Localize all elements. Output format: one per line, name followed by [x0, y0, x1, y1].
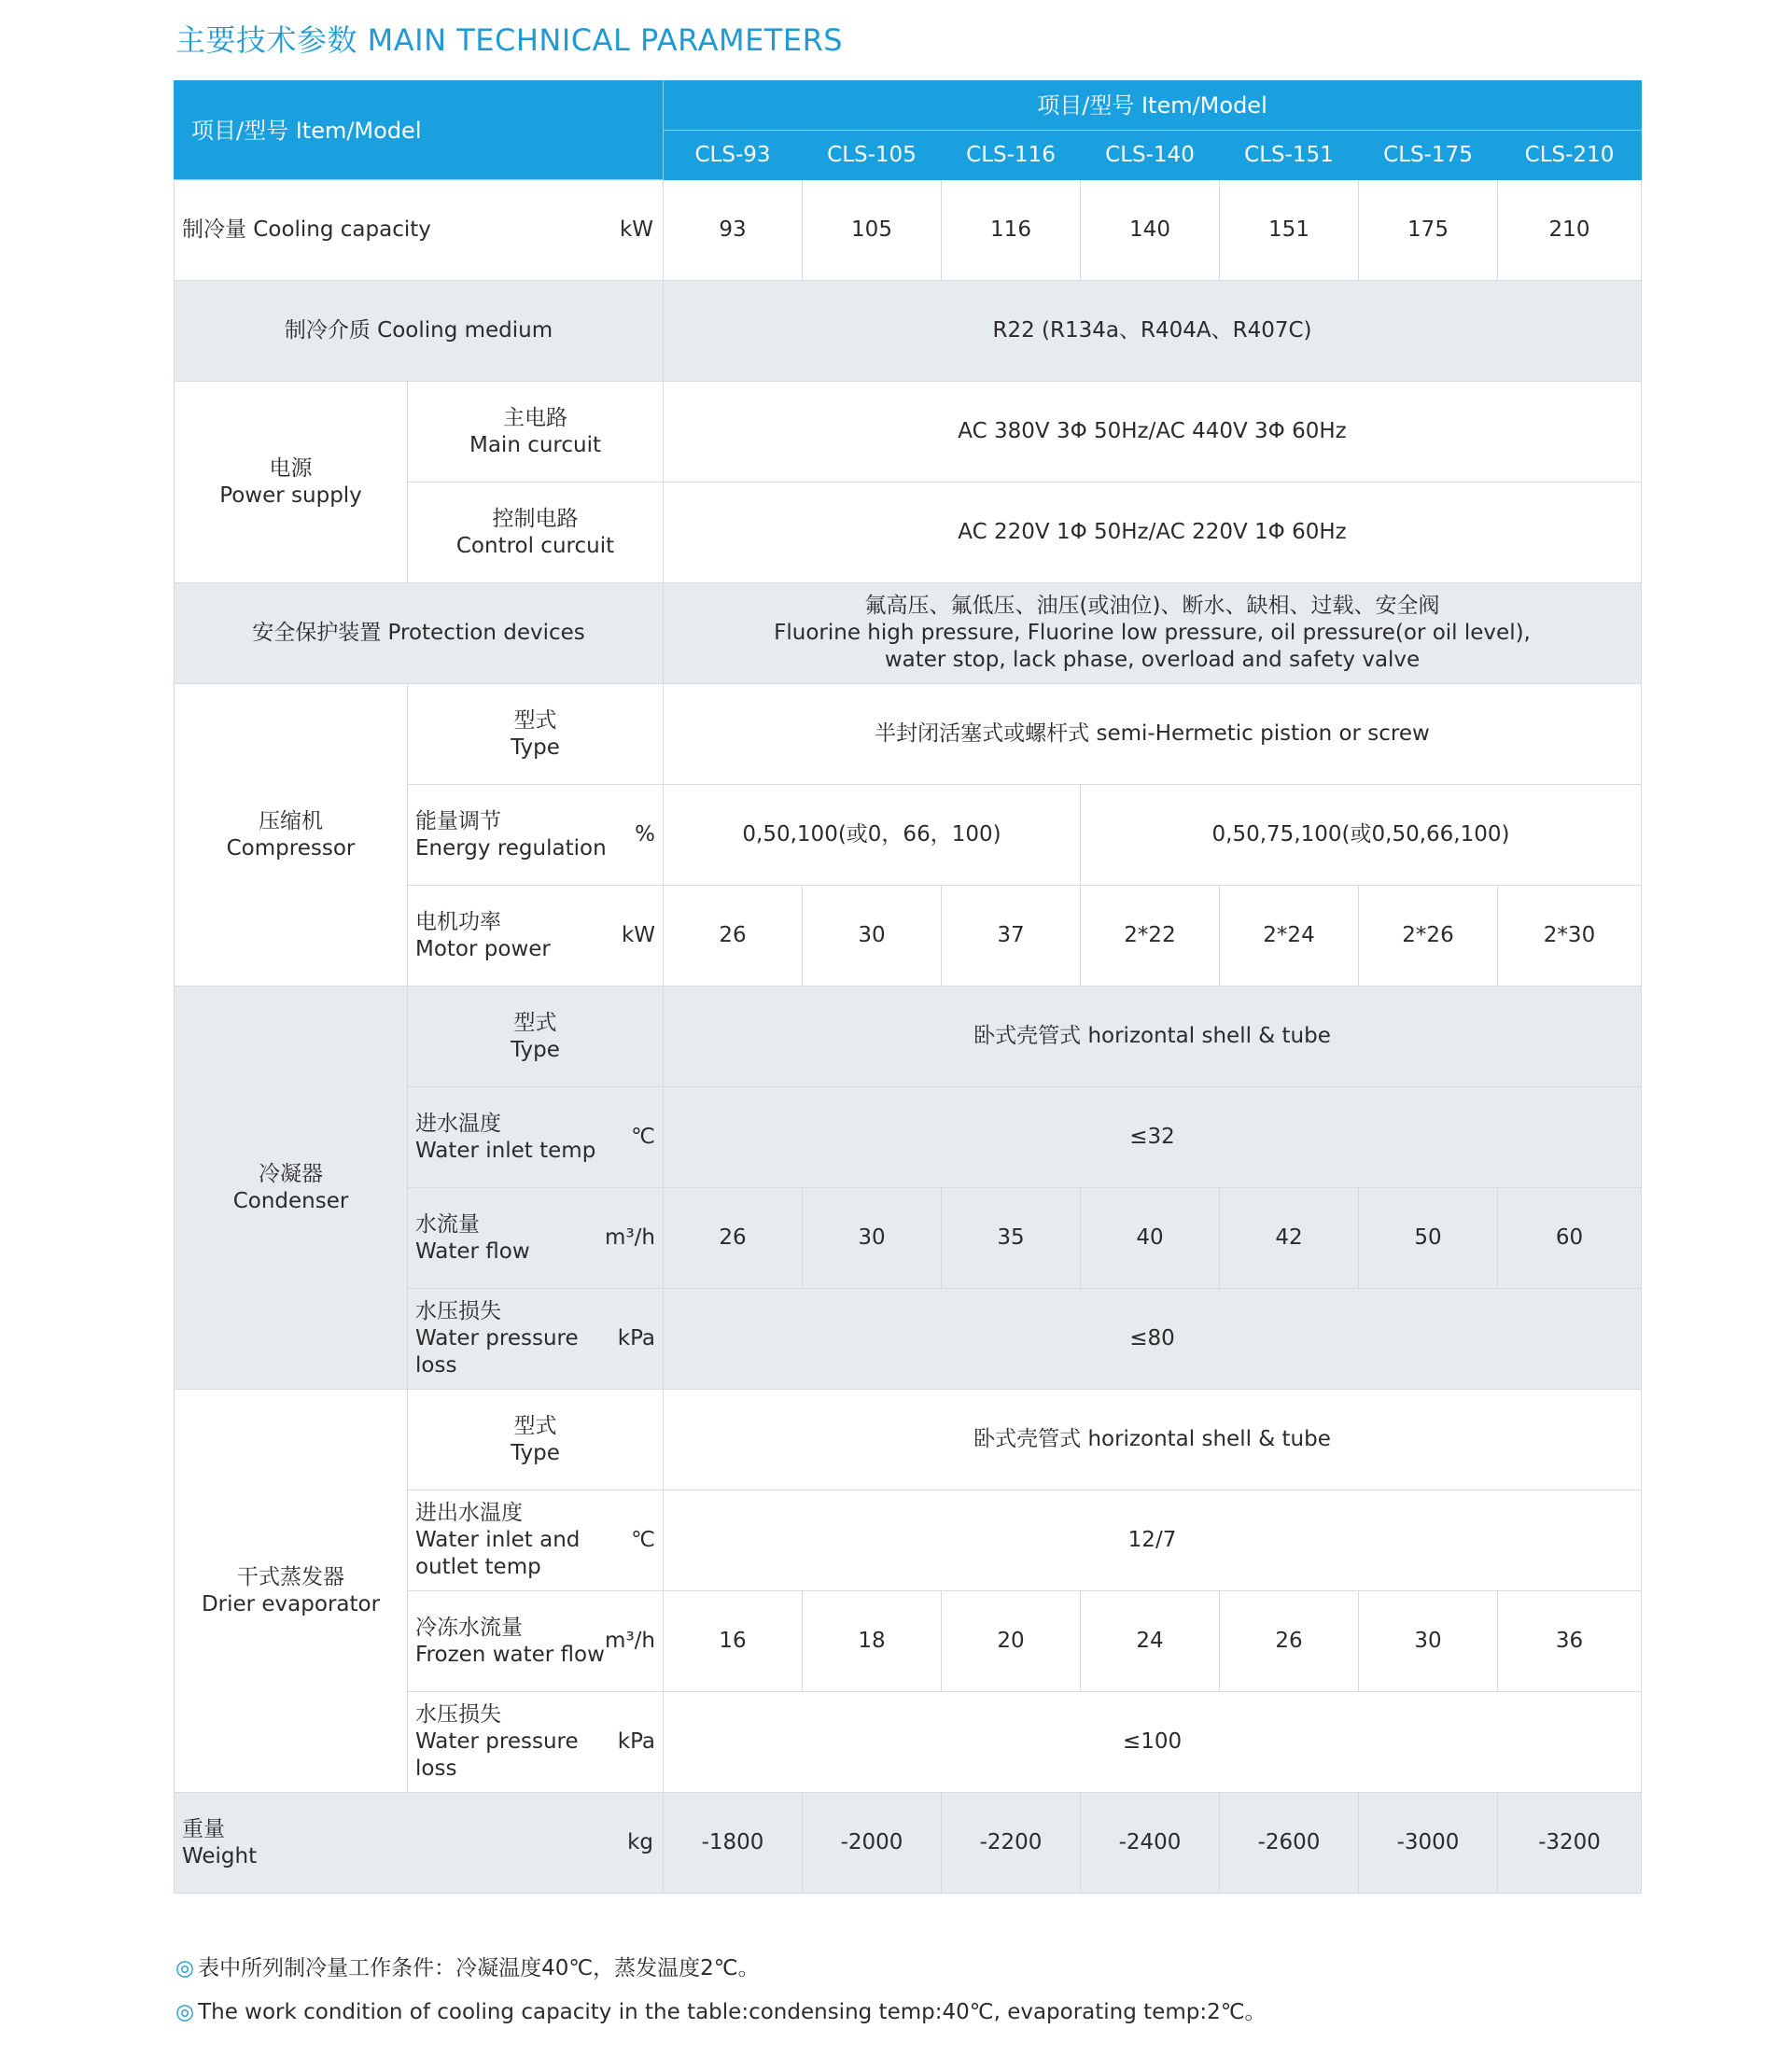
- header-group-title: 项目/型号 Item/Model: [664, 81, 1642, 131]
- main-circuit-label: [408, 382, 664, 483]
- loss-zh: 水压损失: [415, 1702, 501, 1728]
- evaporator-type-value: 卧式壳管式 horizontal shell & tube: [664, 1390, 1642, 1490]
- table-row: [175, 180, 1642, 281]
- table-row: [175, 1390, 1642, 1490]
- header-corner: 项目/型号 Item/Model: [175, 81, 664, 180]
- compressor-zh: 压缩机: [259, 808, 323, 833]
- bullet-icon: ◎: [175, 2000, 195, 2024]
- type-en: Type: [511, 1440, 560, 1465]
- table-cell: 116: [942, 180, 1081, 281]
- table-cell: 26: [664, 1188, 803, 1289]
- table-row: [175, 1793, 1642, 1894]
- compressor-type-value: 半封闭活塞式或螺杆式 semi-Hermetic pistion or screw: [664, 684, 1642, 785]
- compressor-en: Compressor: [226, 835, 356, 861]
- table-cell: 2*26: [1359, 886, 1498, 987]
- evaporator-temp-value: 12/7: [664, 1490, 1642, 1591]
- evaporator-flow-label: [408, 1591, 664, 1692]
- table-cell: 105: [803, 180, 942, 281]
- table-cell: 26: [1220, 1591, 1359, 1692]
- unit-label: kg: [627, 1830, 653, 1855]
- table-cell: 37: [942, 886, 1081, 987]
- type-zh: 型式: [513, 707, 557, 733]
- flow-en: Water flow: [415, 1238, 530, 1264]
- energy-regulation-value-a: 0,50,100(或0，66，100): [664, 785, 1081, 886]
- row-label: [175, 180, 664, 281]
- power-supply-zh: 电源: [269, 455, 313, 481]
- type-zh: 型式: [513, 1010, 557, 1035]
- table-cell: -2200: [942, 1793, 1081, 1894]
- model-header: CLS-175: [1359, 131, 1498, 180]
- table-row: [175, 583, 1642, 684]
- table-cell: -2000: [803, 1793, 942, 1894]
- weight-label: [175, 1793, 664, 1894]
- motor-en: Motor power: [415, 936, 551, 961]
- loss-en: Water pressure loss: [415, 1729, 579, 1781]
- main-circuit-en: Main curcuit: [469, 432, 602, 457]
- table-cell: 24: [1081, 1591, 1220, 1692]
- temp-en-1: Water inlet and: [415, 1528, 581, 1553]
- condenser-en: Condenser: [232, 1188, 349, 1213]
- table-cell: 2*30: [1498, 886, 1642, 987]
- main-circuit-zh: 主电路: [503, 405, 567, 430]
- table-cell: 93: [664, 180, 803, 281]
- cooling-medium-label: 制冷介质 Cooling medium: [175, 281, 664, 382]
- table-cell: 35: [942, 1188, 1081, 1289]
- evaporator-type-label: [408, 1390, 664, 1490]
- evaporator-loss-label: [408, 1692, 664, 1793]
- table-cell: 42: [1220, 1188, 1359, 1289]
- footnote-en: [175, 1994, 1267, 2025]
- table-cell: 30: [803, 886, 942, 987]
- protection-en-2: water stop, lack phase, overload and safety valve: [884, 647, 1421, 672]
- table-row: [175, 987, 1642, 1087]
- unit-label: ℃: [631, 1125, 655, 1150]
- table-cell: 18: [803, 1591, 942, 1692]
- condenser-type-value: 卧式壳管式 horizontal shell & tube: [664, 987, 1642, 1087]
- model-header: CLS-93: [664, 131, 803, 180]
- power-supply-en: Power supply: [219, 483, 362, 508]
- loss-zh: 水压损失: [415, 1299, 501, 1324]
- table-cell: 36: [1498, 1591, 1642, 1692]
- condenser-inlet-value: ≤32: [664, 1087, 1642, 1188]
- footnote-en-text: The work condition of cooling capacity in the table:condensing temp:40℃, evaporating temp:2℃。: [198, 2000, 1267, 2024]
- table-row: [175, 281, 1642, 382]
- energy-en: Energy regulation: [415, 835, 607, 861]
- evaporator-zh: 干式蒸发器: [237, 1564, 344, 1589]
- motor-power-label: [408, 886, 664, 987]
- energy-regulation-value-b: 0,50,75,100(或0,50,66,100): [1081, 785, 1642, 886]
- footnote-zh: [175, 1951, 1267, 1981]
- bullet-icon: ◎: [175, 1956, 195, 1980]
- model-header: CLS-151: [1220, 131, 1359, 180]
- evaporator-en: Drier evaporator: [201, 1591, 381, 1616]
- cooling-capacity-label: 制冷量 Cooling capacity: [182, 217, 431, 243]
- table-cell: -3000: [1359, 1793, 1498, 1894]
- unit-label: kW: [621, 923, 655, 948]
- power-supply-label: [175, 382, 408, 583]
- main-circuit-value: AC 380V 3Φ 50Hz/AC 440V 3Φ 60Hz: [664, 382, 1642, 483]
- table-cell: 2*24: [1220, 886, 1359, 987]
- table-cell: -1800: [664, 1793, 803, 1894]
- page-title: 主要技术参数 MAIN TECHNICAL PARAMETERS: [175, 22, 844, 58]
- table-cell: 26: [664, 886, 803, 987]
- unit-label: kPa: [617, 1729, 655, 1755]
- condenser-label: [175, 987, 408, 1390]
- footnotes: [175, 1951, 1267, 2038]
- unit-label: m³/h: [605, 1629, 655, 1654]
- table-cell: 50: [1359, 1188, 1498, 1289]
- unit-label: %: [635, 822, 655, 847]
- compressor-label: [175, 684, 408, 987]
- control-circuit-value: AC 220V 1Φ 50Hz/AC 220V 1Φ 60Hz: [664, 483, 1642, 583]
- temp-zh: 进出水温度: [415, 1501, 523, 1526]
- condenser-type-label: [408, 987, 664, 1087]
- table-row: [175, 382, 1642, 483]
- unit-label: kW: [619, 217, 653, 243]
- table-cell: 20: [942, 1591, 1081, 1692]
- weight-zh: 重量: [182, 1816, 225, 1841]
- energy-regulation-label: [408, 785, 664, 886]
- motor-zh: 电机功率: [415, 909, 501, 934]
- model-header: CLS-210: [1498, 131, 1642, 180]
- table-row: [175, 684, 1642, 785]
- unit-label: m³/h: [605, 1225, 655, 1251]
- condenser-zh: 冷凝器: [259, 1161, 323, 1186]
- condenser-loss-value: ≤80: [664, 1289, 1642, 1390]
- spec-sheet: [174, 80, 1641, 1894]
- loss-en: Water pressure loss: [415, 1326, 579, 1378]
- header-row: [175, 81, 1642, 131]
- inlet-zh: 进水温度: [415, 1111, 501, 1136]
- table-cell: 2*22: [1081, 886, 1220, 987]
- table-cell: -2400: [1081, 1793, 1220, 1894]
- flow-zh: 冷冻水流量: [415, 1615, 523, 1640]
- unit-label: ℃: [631, 1528, 655, 1553]
- table-cell: 210: [1498, 180, 1642, 281]
- control-circuit-zh: 控制电路: [492, 506, 579, 531]
- compressor-type-label: [408, 684, 664, 785]
- table-cell: 16: [664, 1591, 803, 1692]
- protection-zh: 氟高压、氟低压、油压(或油位)、断水、缺相、过载、安全阀: [864, 594, 1440, 619]
- control-circuit-label: [408, 483, 664, 583]
- cooling-medium-value: R22 (R134a、R404A、R407C): [664, 281, 1642, 382]
- protection-en-1: Fluorine high pressure, Fluorine low pressure, oil pressure(or oil level),: [774, 621, 1531, 646]
- table-cell: 140: [1081, 180, 1220, 281]
- flow-zh: 水流量: [415, 1211, 480, 1237]
- table-cell: 30: [803, 1188, 942, 1289]
- control-circuit-en: Control curcuit: [455, 533, 615, 558]
- type-zh: 型式: [513, 1413, 557, 1438]
- condenser-flow-label: [408, 1188, 664, 1289]
- evaporator-loss-value: ≤100: [664, 1692, 1642, 1793]
- flow-en: Frozen water flow: [415, 1642, 605, 1667]
- table-cell: 30: [1359, 1591, 1498, 1692]
- type-en: Type: [511, 1037, 560, 1062]
- temp-en-2: outlet temp: [415, 1554, 541, 1579]
- spec-table: [174, 80, 1642, 1894]
- evaporator-temp-label: [408, 1490, 664, 1591]
- table-cell: 151: [1220, 180, 1359, 281]
- model-header: CLS-140: [1081, 131, 1220, 180]
- condenser-loss-label: [408, 1289, 664, 1390]
- footnote-zh-text: 表中所列制冷量工作条件：冷凝温度40℃，蒸发温度2℃。: [198, 1956, 760, 1980]
- type-en: Type: [511, 735, 560, 760]
- evaporator-label: [175, 1390, 408, 1793]
- unit-label: kPa: [617, 1326, 655, 1351]
- energy-zh: 能量调节: [415, 808, 501, 833]
- table-cell: 60: [1498, 1188, 1642, 1289]
- condenser-inlet-label: [408, 1087, 664, 1188]
- inlet-en: Water inlet temp: [415, 1138, 596, 1163]
- weight-en: Weight: [182, 1843, 258, 1868]
- table-cell: -3200: [1498, 1793, 1642, 1894]
- model-header: CLS-116: [942, 131, 1081, 180]
- model-header: CLS-105: [803, 131, 942, 180]
- table-cell: -2600: [1220, 1793, 1359, 1894]
- table-cell: 40: [1081, 1188, 1220, 1289]
- table-cell: 175: [1359, 180, 1498, 281]
- protection-label: 安全保护装置 Protection devices: [175, 583, 664, 684]
- protection-value: [664, 583, 1642, 684]
